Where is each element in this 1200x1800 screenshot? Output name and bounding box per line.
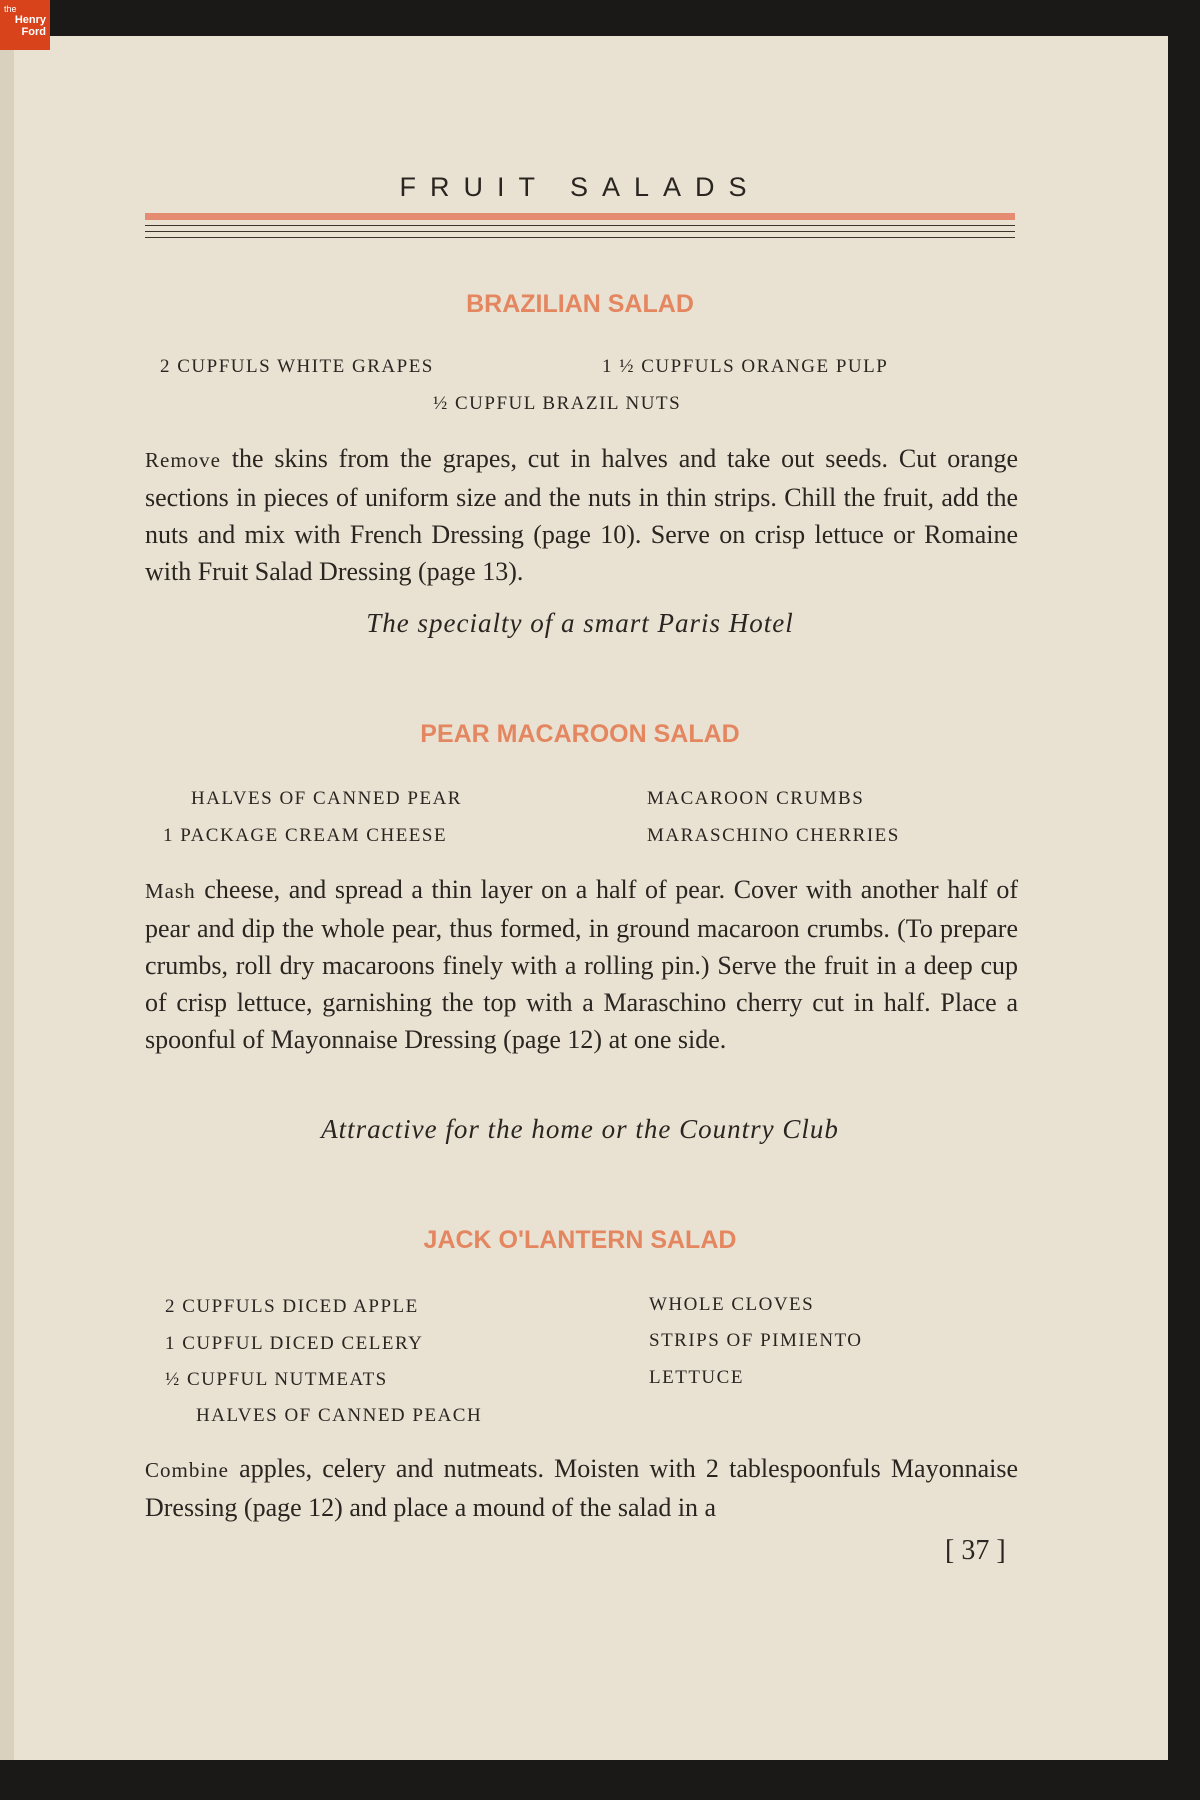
ingredient: WHOLE CLOVES (649, 1294, 815, 1315)
recipe-title-pear-macaroon: PEAR MACAROON SALAD (420, 720, 740, 748)
instructions-text: apples, celery and nutmeats. Moisten with 2 tablespoonfuls Mayonnaise Dressing (page 12) and place a mound of the salad in a (145, 1454, 1018, 1522)
ingredient: HALVES OF CANNED PEAR (191, 788, 462, 809)
ingredient: 1 PACKAGE CREAM CHEESE (163, 825, 448, 846)
recipe-instructions (145, 1450, 1018, 1526)
header-rule-3 (145, 237, 1015, 238)
recipe-instructions (145, 440, 1018, 590)
header-rule-1 (145, 225, 1015, 226)
ingredient: ½ CUPFUL NUTMEATS (165, 1369, 388, 1390)
page-header: FRUIT SALADS (399, 172, 761, 202)
recipe-tagline: Attractive for the home or the Country Club (321, 1114, 839, 1144)
page-number: [ 37 ] (945, 1535, 1006, 1566)
henry-ford-logo (0, 0, 50, 50)
ingredient: MARASCHINO CHERRIES (647, 825, 900, 846)
recipe-title-jack-o-lantern: JACK O'LANTERN SALAD (423, 1226, 737, 1254)
instructions-text: cheese, and spread a thin layer on a half of pear. Cover with another half of pear and dip the whole pear, thus formed, in ground macaroon crumbs. (To prepare crumbs, roll dry macaroons finely with a rolling pin.) Serve the fruit in a deep cup of crisp lettuce, garnishing the top with a Maraschino cherry cut in half. Place a spoonful of Mayonnaise Dressing (page 12) at one side. (145, 875, 1018, 1054)
header-rule-orange (145, 213, 1015, 220)
ingredient: STRIPS OF PIMIENTO (649, 1330, 863, 1351)
logo-line2: Ford (21, 26, 46, 38)
ingredient: MACAROON CRUMBS (647, 788, 865, 809)
instructions-text: the skins from the grapes, cut in halves and take out seeds. Cut orange sections in pieces of uniform size and the nuts in thin strips. Chill the fruit, add the nuts and mix with French Dressing (page 10). Serve on crisp lettuce or Romaine with Fruit Salad Dressing (page 13). (145, 444, 1018, 586)
ingredient: LETTUCE (649, 1367, 744, 1388)
ingredient: 1 CUPFUL DICED CELERY (165, 1333, 424, 1354)
page-spine (0, 36, 14, 1760)
ingredient: 2 CUPFULS WHITE GRAPES (160, 356, 434, 377)
ingredient: ½ CUPFUL BRAZIL NUTS (433, 393, 682, 414)
recipe-instructions (145, 871, 1018, 1058)
lead-word: Remove (145, 448, 221, 472)
lead-word: Combine (145, 1458, 229, 1482)
recipe-tagline: The specialty of a smart Paris Hotel (366, 608, 794, 638)
ingredient: HALVES OF CANNED PEACH (196, 1405, 483, 1426)
header-rule-2 (145, 231, 1015, 232)
recipe-title-brazilian: BRAZILIAN SALAD (466, 290, 694, 318)
ingredient: 2 CUPFULS DICED APPLE (165, 1296, 419, 1317)
ingredient: 1 ½ CUPFULS ORANGE PULP (602, 356, 889, 377)
lead-word: Mash (145, 879, 196, 903)
logo-line1: Henry (14, 14, 46, 26)
logo-the: the (4, 4, 17, 14)
